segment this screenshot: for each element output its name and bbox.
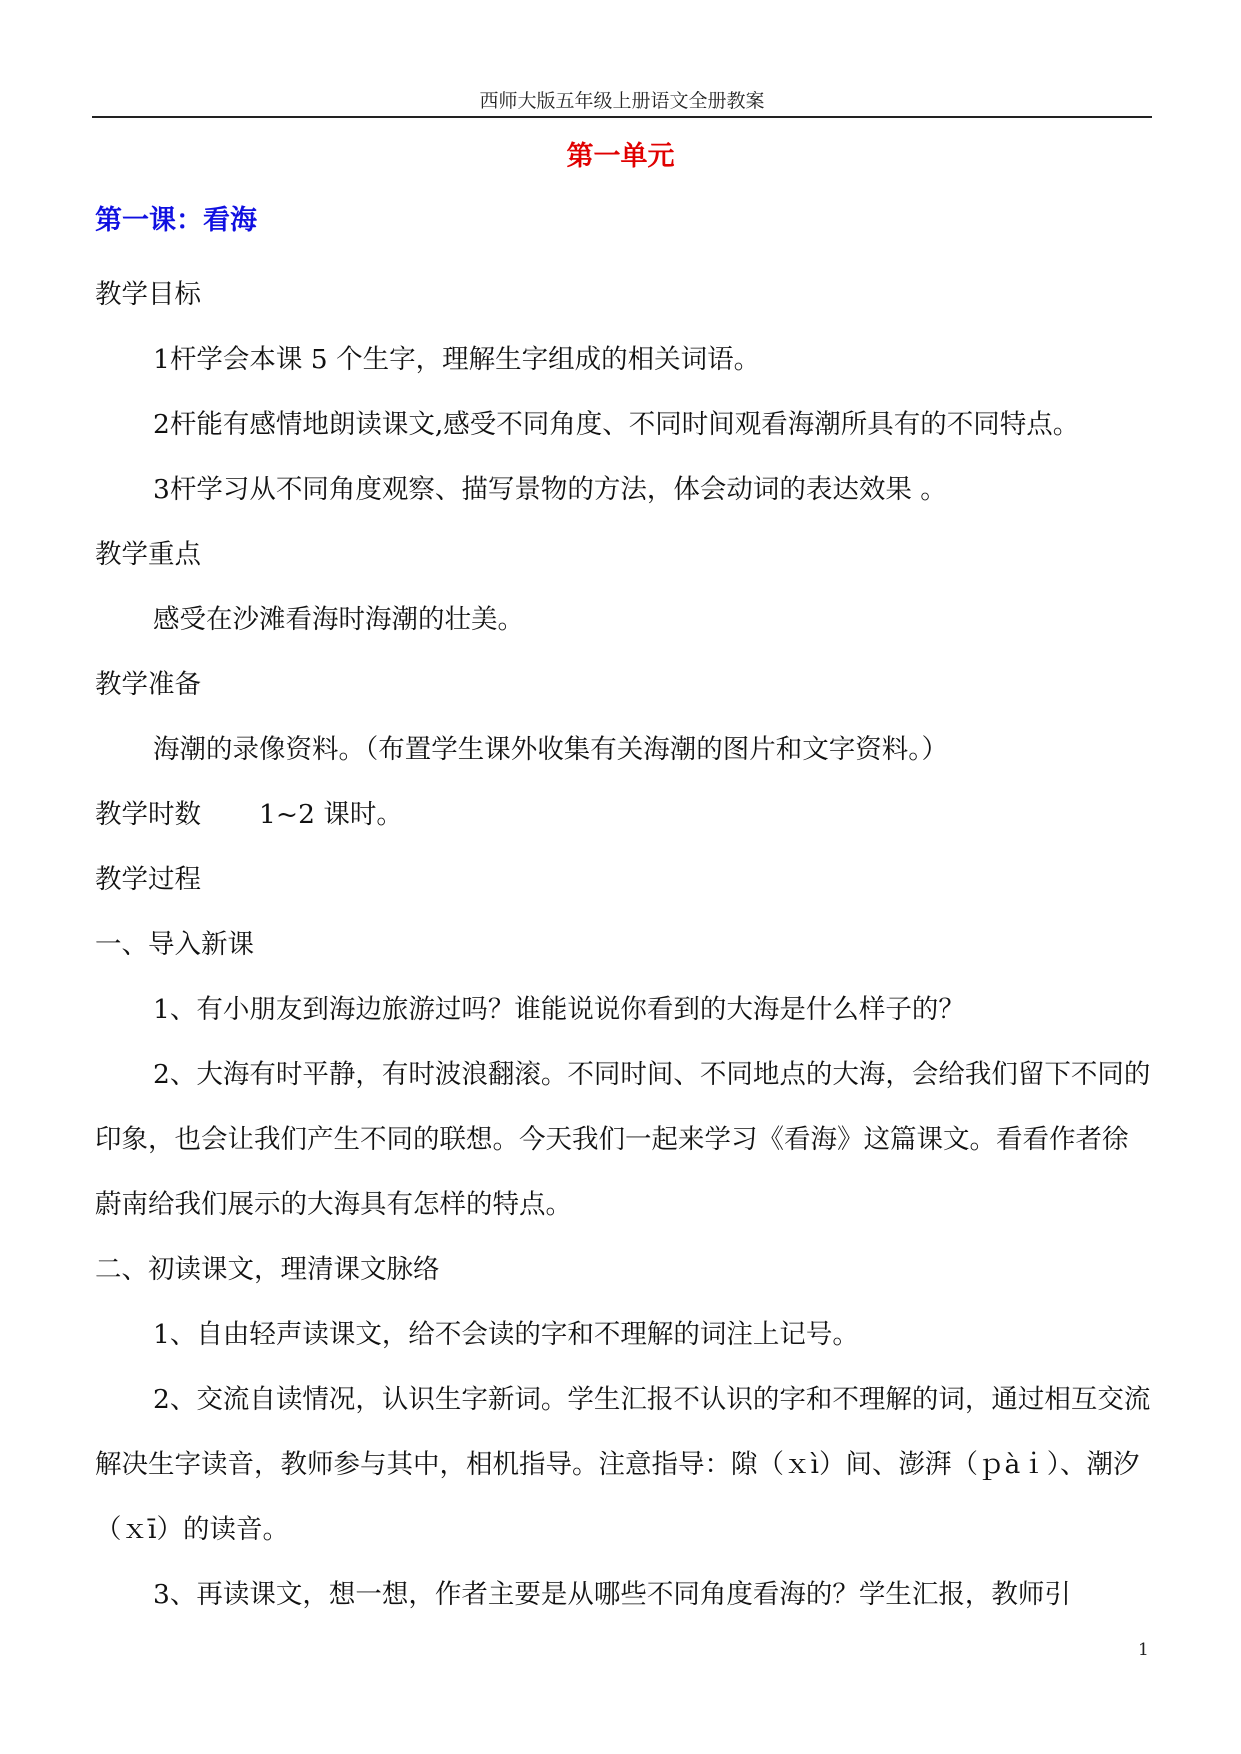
goals-heading: 教学目标 (95, 279, 201, 310)
process-heading: 教学过程 (95, 864, 201, 895)
part2-item: 3、再读课文，想一想，作者主要是从哪些不同角度看海的？学生汇报，教师引 (153, 1579, 1071, 1610)
hours-line (95, 782, 1153, 847)
page-number: 1 (1138, 1640, 1149, 1660)
goal-item: 3杆学习从不同角度观察、描写景物的方法，体会动词的表达效果 。 (153, 474, 947, 505)
goal-item: 1杆学会本课 5 个生字，理解生字组成的相关词语。 (153, 344, 761, 375)
hours-text: 1~2 课时。 (259, 799, 403, 830)
part2-item: 1、自由轻声读课文，给不会读的字和不理解的词注上记号。 (153, 1319, 859, 1350)
prep-text: 海潮的录像资料。（布置学生课外收集有关海潮的图片和文字资料。） (153, 734, 948, 765)
unit-title: 第一单元 (566, 141, 675, 172)
part2-heading: 二、初读课文，理清课文脉络 (95, 1254, 440, 1285)
key-heading: 教学重点 (95, 539, 201, 570)
part1-item: 2、大海有时平静，有时波浪翻滚。不同时间、不同地点的大海，会给我们留下不同的印象，也会让我们产生不同的联想。今天我们一起来学习《看海》这篇课文。看看作者徐蔚南给我们展示的大海具有怎样的特点。 (95, 1059, 1151, 1220)
lesson-title: 第一课：看海 (95, 205, 257, 236)
hours-heading: 教学时数 (95, 799, 201, 830)
header-divider (92, 116, 1152, 118)
part2-item: 2、交流自读情况，认识生字新词。学生汇报不认识的字和不理解的词，通过相互交流解决生字读音，教师参与其中，相机指导。注意指导：隙（ｘì）间、澎湃（ｐàｉ）、潮汐（ｘī）的读音。 (95, 1384, 1151, 1545)
part1-heading: 一、导入新课 (95, 929, 254, 960)
goal-item: 2杆能有感情地朗读课文,感受不同角度、不同时间观看海潮所具有的不同特点。 (153, 409, 1080, 440)
prep-heading: 教学准备 (95, 669, 201, 700)
document-body (95, 262, 1153, 1627)
part1-item: 1、有小朋友到海边旅游过吗？谁能说说你看到的大海是什么样子的？ (153, 994, 965, 1025)
key-text: 感受在沙滩看海时海潮的壮美。 (153, 604, 524, 635)
running-header: 西师大版五年级上册语文全册教案 (479, 90, 765, 112)
